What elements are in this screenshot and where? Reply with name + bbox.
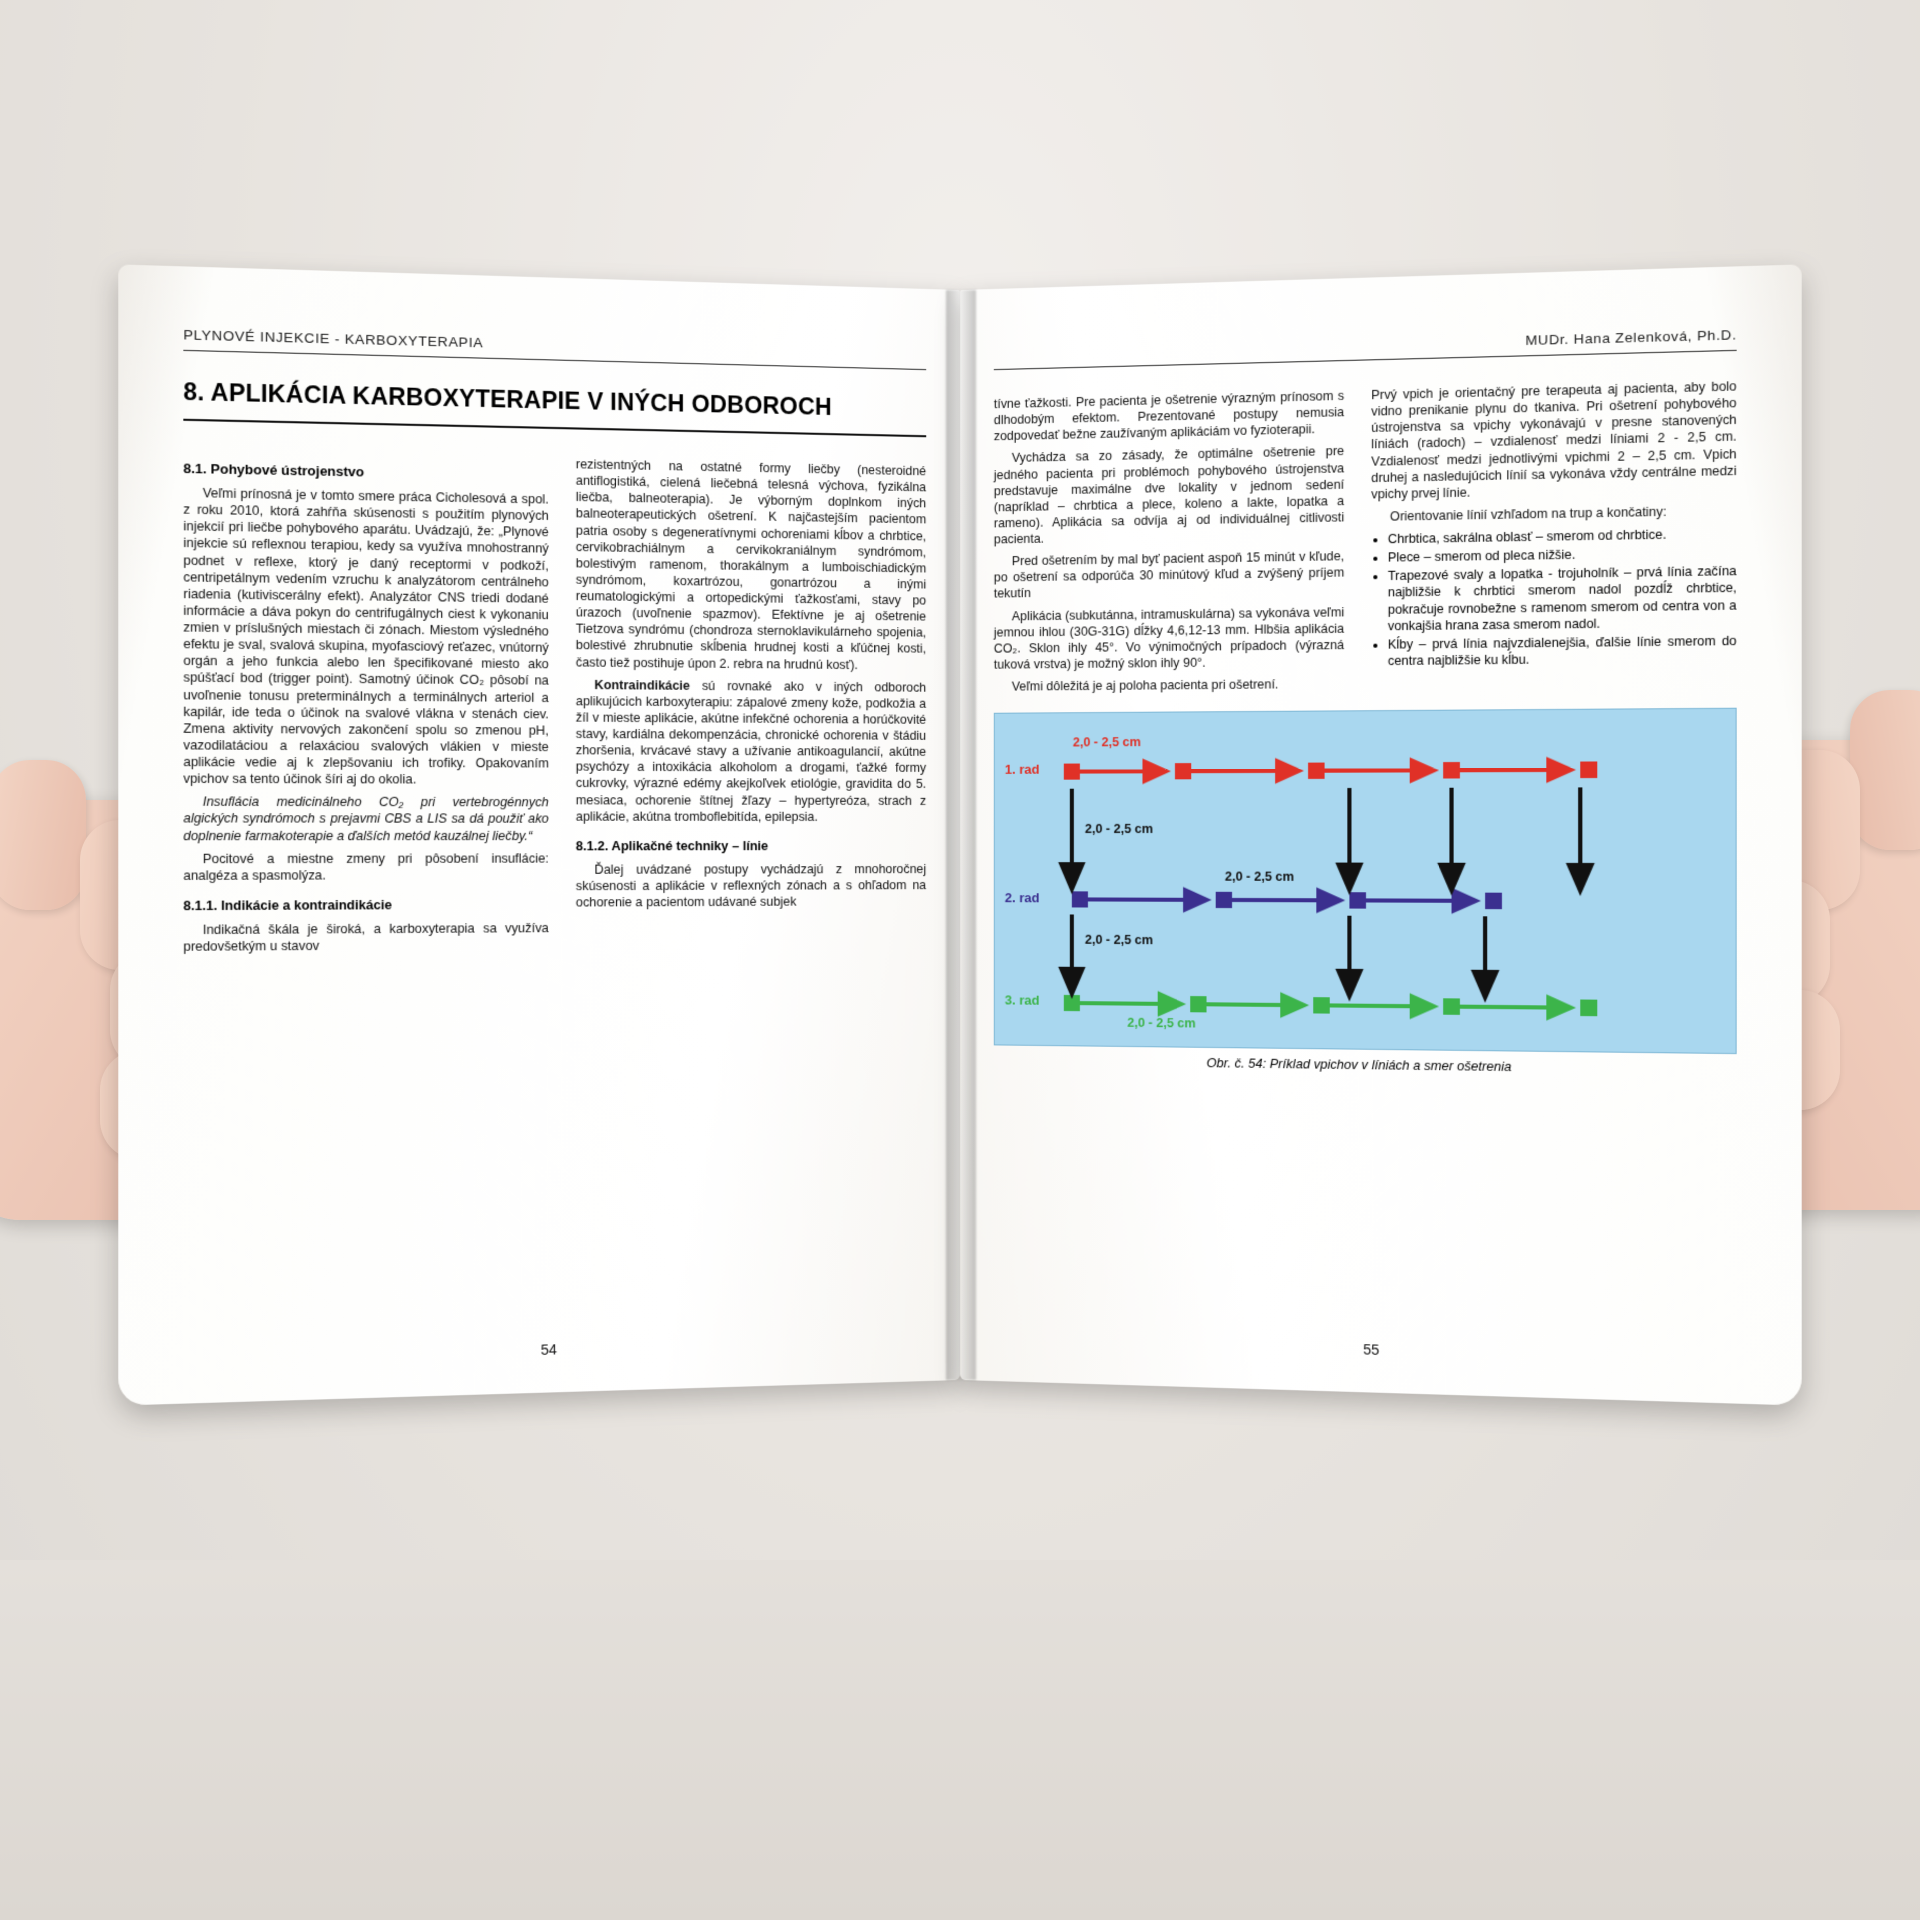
finger — [1850, 690, 1920, 850]
figure-caption: Obr. č. 54: Príklad vpichov v líniách a smer ošetrenia — [1206, 1056, 1512, 1075]
paragraph: Pocitové a miestne zmeny pri pôsobení insuflácie: analgéza a spasmolýza. — [183, 850, 549, 883]
paragraph: Veľmi dôležitá je aj poloha pacienta pri ošetrení. — [1011, 677, 1279, 694]
paragraph: Indikačná škála je široká, a karboxyterapia sa využíva predovšetkým u stavov — [183, 920, 549, 954]
figure-row-3 — [1064, 995, 1597, 1016]
finger — [0, 760, 86, 910]
paragraph-kontraindikacie — [576, 676, 926, 824]
paragraph: Ďalej uvádzané postupy vychádzajú z mnohoročnej skúsenosti a aplikácie v reflexných zónach a s ohľadom na ochorenie a pacientom udávané subjek — [575, 861, 927, 910]
list-item: • Chrbtica, sakrálna oblasť – smerom od chrbtice. — [1388, 525, 1737, 547]
paragraph: Pred ošetrením by mal byť pacient aspoň 15 minút v kľude, po ošetrení sa odporúča 30 minútový kľud a zvýšený príjem tekutín — [993, 549, 1345, 601]
heading-8-1-2: 8.1.2. Aplikačné techniky – línie — [575, 838, 769, 854]
page-number-right: 55 — [1363, 1341, 1380, 1358]
kontraindikacie-body: sú rovnaké ako v iných odboroch aplikujúcich karboxyterapiu: zápalové zmeny kože, podkožia a žíl v mieste aplikácie, akútne infekčné ochorenia a horúčkovité stavy, kardiálna dekompenzácia, chronické ochorenia v štádiu zhoršenia, krvácavé stavy a užívanie antikoagulancií, akútne psychózy a intoxikácia alkoholom a drogami, ťažké formy cukrovky, výrazné edémy akejkoľvek etiológie, gravidita do 5. mesiaca, ochorenie štítnej žľazy – hypertyreóza, strach z aplikácie, akútna tromboflebitída, epilepsia. — [575, 678, 927, 824]
running-head-left — [183, 327, 926, 370]
paragraph: tívne ťažkosti. Pre pacienta je ošetrenie výrazným prínosom s dlhodobým efektom. Prezentované postupy nemusia zodpovedať bežne zaužívaným aplikáciám vo fyzioterapii. — [993, 388, 1345, 444]
running-head-left-text: PLYNOVÉ INJEKCIE - KARBOXYTERAPIA — [183, 326, 484, 351]
left-column-1 — [183, 448, 548, 961]
list-item: • Kĺby – prvá línia najvzdialenejšia, ďalšie línie smerom do centra najbližšie ku kĺbu. — [1388, 632, 1737, 669]
right-column-2 — [1371, 378, 1736, 698]
paragraph: Aplikácia (subkutánna, intramuskulárna) sa vykonáva veľmi jemnou ihlou (30G-31G) dĺžky 4,6,12-13 mm. Hlbšia aplikácia CO₂. Sklon ihly 45°. Vo výnimočných prípadoch (výrazná tuková vrstva) je možný sklon ihly 90°. — [993, 604, 1345, 672]
book-gutter — [946, 290, 976, 1380]
figure-row-label-2: 2. rad — [1004, 890, 1040, 906]
right-page — [960, 264, 1802, 1405]
right-page-columns — [994, 378, 1737, 701]
paragraph: Prvý vpich je orientačný pre terapeuta aj pacienta, aby bolo vidno prenikanie plynu do tkaniva. Pri ošetrení pohybového ústrojenstva sa vpichy vykonávajú v presne stanovených líniách (radoch) – vzdialenosť medzi líniami 2 - 2,5 cm. Vzdialenosť medzi jednotlivými vpichmi 2 – 2,5 cm. Vpich druhej a nasledujúcich línií sa vykonáva vždy centrálne medzi vpichy prvej línie. — [1371, 379, 1737, 502]
paragraph: Orientovanie línií vzhľadom na trup a končatiny: — [1389, 504, 1667, 524]
figure-dimension-label: 2,0 - 2,5 cm — [1084, 821, 1154, 837]
orientation-bullet-list — [1371, 525, 1736, 669]
list-item: • Plece – smerom od pleca nižšie. — [1388, 544, 1737, 566]
heading-8-1-1: 8.1.1. Indikácie a kontraindikácie — [183, 897, 392, 914]
heading-8-1: 8.1. Pohybové ústrojenstvo — [183, 460, 365, 480]
figure-dimension-label: 2,0 - 2,5 cm — [1224, 869, 1295, 885]
left-page-columns — [183, 448, 926, 961]
figure-row-1 — [1064, 762, 1597, 780]
left-column-2 — [576, 456, 926, 959]
figure-dimension-label: 2,0 - 2,5 cm — [1072, 735, 1141, 750]
figure-vertical-arrows — [1072, 788, 1580, 992]
injection-lines-svg — [995, 709, 1736, 1053]
figure-row-2 — [1072, 891, 1502, 909]
chapter-title: 8. APLIKÁCIA KARBOXYTERAPIE V INÝCH ODBOROCH — [183, 378, 926, 437]
figure-row-label-1: 1. rad — [1004, 761, 1040, 777]
figure-dimension-label: 2,0 - 2,5 cm — [1084, 932, 1154, 948]
table-surface — [0, 1560, 1920, 1920]
kontraindikacie-lead: Kontraindikácie — [594, 677, 690, 693]
running-head-right-text: MUDr. Hana Zelenková, Ph.D. — [1525, 326, 1737, 349]
figure-54-diagram — [994, 708, 1737, 1054]
page-number-left: 54 — [540, 1341, 557, 1358]
open-book — [140, 290, 1780, 1390]
paragraph: Vychádza sa zo zásady, že optimálne ošetrenie pre jedného pacienta pri problémoch pohybového ústrojenstva predstavuje maximálne dve lokality v jednom sedení (napríklad – chrbtica a plece, koleno a lakte, lopatka a rameno). Aplikácia sa odvíja aj od individuálnej citlivosti pacienta. — [993, 444, 1345, 547]
figure-dimension-label: 2,0 - 2,5 cm — [1127, 1015, 1196, 1031]
figure-row-label-3: 3. rad — [1004, 992, 1040, 1008]
paragraph: Veľmi prínosná je v tomto smere práca Cicholesová a spol. z roku 2010, ktorá zahŕňa skúsenosti s použitím plynových injekcií pri liečbe pohybového aparátu. Uvádzajú, že: „Plynové injekcie sú reflexnou terapiou, kedy sa využíva mnohostranný podnet v reflexe, ktorý je daný receptormi v podkoží, centripetálnym vedením vzruchu k analyzátorom centrálneho riadenia (kutiviscerálny efekt). Analyzátor CNS triedi dodané informácie a dáva pokyn do centrifugálnych ciest k vykonaniu zmien v príslušných miestach či zónach. Miestom výsledného efektu je sval, svalová skupina, myofasciový reťazec, vnútorný orgán a jeho funkcia alebo len špecifikované miesto ako spúšťací bod (trigger point). Samotný účinok CO₂ pôsobí na uvoľnenie tonusu pretermináInych a terminálnych arteriol a kapilár, ide teda o účinok na svalové vlákna v stenách ciev. Zmena aktivity nervových zakončení spolu so zmenou pH, vazodilatáciou a relaxáciou svalových vlákien v mieste aplikácie vedie aj k zlepšovaniu ich trofiky. Opakovaním vpichov sa tento účinok šíri aj do okolia. — [183, 485, 549, 787]
paragraph: Insuflácia medicinálneho CO₂ pri vertebrogénnych algických syndrómoch s prejavmi CBS a LIS sa dá použiť ako doplnenie farmakoterapie a ďalších metód kauzálnej liečby.“ — [183, 794, 549, 843]
running-head-right — [994, 327, 1737, 370]
paragraph: rezistentných na ostatné formy liečby (nesteroidné antiflogistiká, cielená liečebná telesná výchova, fyzikálna liečba, balneoterapia). Je výborným doplnkom iných balneoterapeutických ošetrení. K najčastejším pacientom patria osoby s degeneratívnymi ochoreniami kĺbov a chrbtice, cervikobrachiálnym a cervikokraniálnym syndrómom, bolestivým ramenom, thorakálnym a lumboischiadickým syndrómom, koxartrózou, gonartrózou a inými reumatologickými a ortopedickými ťažkosťami, stavy po úrazoch (uvoľnenie spazmov). Efektívne je aj ošetrenie Tietzova syndrómu (chondroza sternoklavikulárneho spojenia, bolestivé zhrubnutie skĺbenia hrudnej kosti a kľúčnej kosti, často tiež postihuje úpon 2. rebra na hrudnú kosť). — [575, 457, 927, 672]
left-page — [118, 264, 960, 1405]
right-column-1 — [994, 388, 1344, 701]
list-item: • Trapezové svaly a lopatka - trojuholník – prvá línia začína najbližšie k chrbtici smerom nadol pozdĺž chrbtice, pokračuje rovnobežne s ramenom smerom od centra von a vonkajšia hrana zasa smerom nadol. — [1388, 563, 1737, 634]
